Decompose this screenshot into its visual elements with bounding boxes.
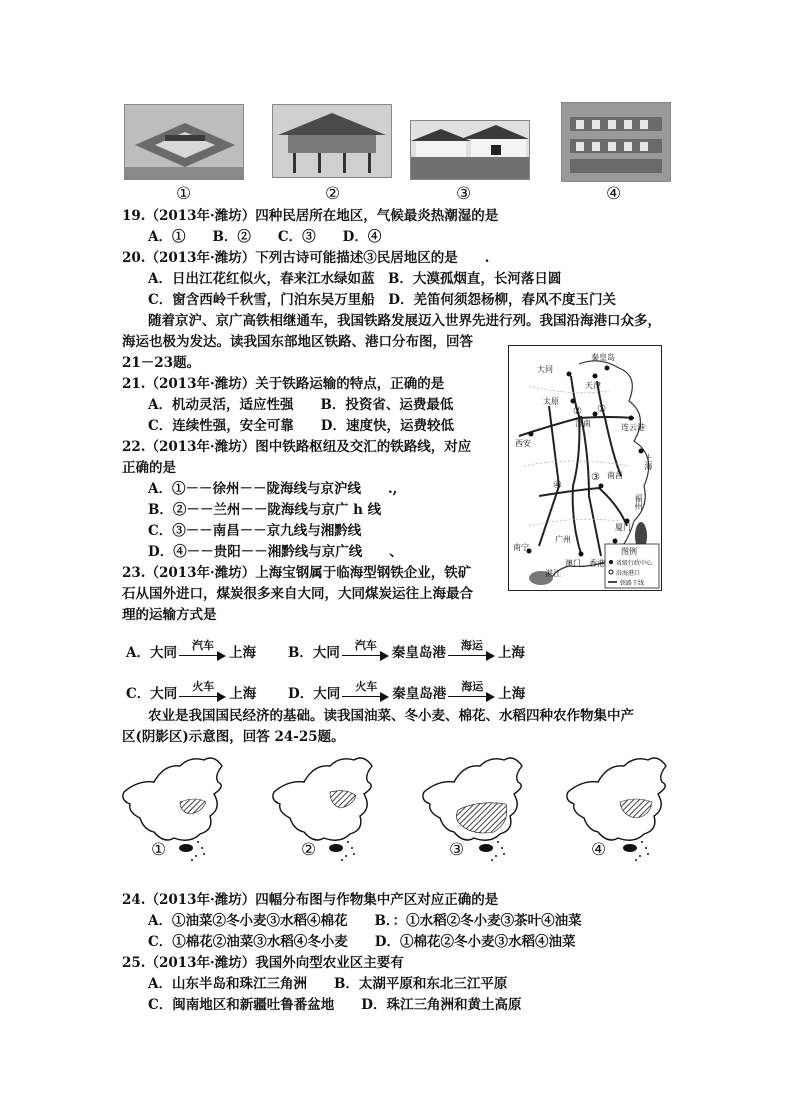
map-city-zhanjiang: 湛江: [545, 569, 561, 578]
map-city-tianjin: 天津: [585, 381, 601, 390]
map-city-fuzhou: 福州: [634, 494, 643, 510]
q24-options-ab: A．①油菜②冬小麦③水稻④棉花 B．：①水稻②冬小麦③茶叶④油菜: [148, 913, 582, 929]
q23-c-mode: 火车: [192, 679, 215, 693]
q25-options-ab: A．山东半岛和珠江三角洲 B．太湖平原和东北三江平原: [148, 976, 508, 992]
map-city-hongkong: 香港: [589, 559, 605, 568]
q23-d-mid: 秦皇岛港: [392, 686, 447, 702]
q25-stem: 25.（2013年·潍坊）我国外向型农业区主要有: [122, 955, 404, 971]
crop-map-1: [118, 752, 230, 864]
q22-option-b: B．②－－兰州－－陇海线与京广 h 线: [148, 502, 382, 518]
crop-map-3: [418, 752, 530, 864]
q23-c-from: 大同: [150, 686, 178, 702]
arrow-icon: [448, 638, 496, 661]
q23-b-to: 上海: [497, 645, 525, 661]
railway-port-map: [508, 345, 662, 591]
q19-options: A．① B．② C．③ D．④: [148, 229, 382, 245]
q22-option-d: D．④－－贵阳－－湘黔线与京广线 、: [148, 544, 403, 560]
arrow-icon: [179, 679, 227, 702]
intro-crops-line1: 农业是我国国民经济的基础。读我国油菜、冬小麦、棉花、水稻四种农作物集中产: [148, 708, 634, 724]
q22-option-c: C．③－－南昌－－京九线与湘黔线: [148, 523, 362, 539]
map-city-shanghai: 上海: [644, 454, 653, 470]
q25-options-cd: C．闽南地区和新疆吐鲁番盆地 D．珠江三角洲和黄土高原: [148, 997, 522, 1013]
q23-d-mode1: 火车: [355, 679, 378, 693]
intro-railway-line2: 海运也极为发达。读我国东部地区铁路、港口分布图，回答: [122, 334, 473, 350]
crop-map-label-2: ②: [301, 840, 317, 860]
photo-label-2: ②: [325, 184, 341, 204]
photo-label-4: ④: [606, 184, 622, 204]
q19-stem: 19.（2013年·潍坊）四种民居所在地区，气候最炎热潮湿的是: [122, 208, 499, 224]
dwelling-photo-2: [272, 104, 392, 178]
map-marker-4: ④: [553, 480, 562, 491]
map-city-xiamen: 厦门: [615, 523, 631, 532]
arrow-icon: [179, 638, 227, 661]
map-city-datong: 大同: [537, 365, 553, 374]
map-city-nanning: 南宁: [513, 543, 529, 552]
q24-options-cd: C．①棉花②油菜③水稻④冬小麦 D．①棉花②冬小麦③水稻④油菜: [148, 934, 576, 950]
q23-b-mid: 秦皇岛港: [391, 645, 446, 661]
q21-stem: 21.（2013年·潍坊）关于铁路运输的特点，正确的是: [122, 376, 445, 392]
intro-crops-line2: 区(阴影区)示意图，回答 24-25题。: [122, 729, 345, 745]
map-marker-2: ②: [573, 406, 582, 417]
cave-dwelling-photo-icon: [562, 103, 670, 181]
intro-railway-line1: 随着京沪、京广高铁相继通车，我国铁路发展迈入世界先进行列。我国沿海港口众多，: [148, 313, 661, 329]
q22-stem-1: 22.（2013年·潍坊）图中铁路枢纽及交汇的铁路线，对应: [122, 439, 472, 455]
dwelling-photo-4: [561, 102, 671, 182]
crop-map-2: [268, 752, 380, 864]
q22-option-a: A．①－－徐州－－陇海线与京沪线 .,: [148, 481, 398, 497]
q23-d-to: 上海: [498, 686, 526, 702]
map-marker-1: ①: [597, 404, 606, 415]
crop-map-label-3: ③: [449, 840, 465, 860]
q23-c-letter: C．: [126, 686, 151, 702]
q23-b-letter: B．: [288, 645, 313, 661]
q23-b-mode1: 汽车: [354, 638, 377, 652]
crop-map-label-4: ④: [591, 840, 607, 860]
stilt-house-photo-icon: [273, 105, 391, 177]
photo-label-1: ①: [176, 184, 192, 204]
q23-d-from: 大同: [313, 686, 341, 702]
intro-railway-line3: 21－23题。: [122, 355, 201, 371]
q23-b-mode2: 海运: [460, 638, 483, 652]
water-town-house-photo-icon: [411, 121, 529, 179]
q21-options-cd: C．连续性强，安全可靠 D．速度快，运费较低: [148, 418, 454, 434]
map-city-guangzhou: 广州: [555, 535, 571, 544]
courtyard-house-photo-icon: [125, 105, 243, 179]
map-city-jinan: 济南: [575, 419, 591, 428]
q23-stem-3: 理的运输方式是: [122, 607, 217, 623]
crop-map-label-1: ①: [151, 840, 167, 860]
map-city-nanchang: 南昌: [607, 471, 623, 480]
q23-a-from: 大同: [149, 645, 177, 661]
map-city-macau: 澳门: [565, 559, 581, 568]
q20-options-cd: C．窗含西岭千秋雪，门泊东吴万里船 D．羌笛何须怨杨柳，春风不度玉门关: [148, 292, 616, 308]
q23-option-b: [288, 638, 525, 662]
map-legend-port: 沿海港口: [616, 570, 641, 577]
dwelling-photo-3: [410, 120, 530, 180]
q23-stem-1: 23.（2013年·潍坊）上海宝钢属于临海型钢铁企业，铁矿: [122, 565, 472, 581]
q24-stem: 24.（2013年·潍坊）四幅分布图与作物集中产区对应正确的是: [122, 892, 499, 908]
q23-c-to: 上海: [229, 686, 257, 702]
map-legend-capital: 省级行政中心: [616, 560, 653, 567]
q23-d-mode2: 海运: [461, 679, 484, 693]
q23-option-a: [126, 638, 256, 662]
arrow-icon: [342, 679, 390, 702]
arrow-icon: [342, 638, 390, 661]
q23-d-letter: D．: [288, 686, 314, 702]
crop-map-4: [562, 752, 674, 864]
q23-option-d: [288, 679, 526, 703]
q20-options-ab: A．日出江花红似火，春来江水绿如蓝 B．大漠孤烟直，长河落日圆: [148, 271, 562, 287]
arrow-icon: [448, 679, 496, 702]
q21-options-ab: A．机动灵活，适应性强 B．投资省、运费最低: [148, 397, 454, 413]
q22-stem-2: 正确的是: [122, 460, 176, 476]
map-city-qinhuangdao: 秦皇岛: [591, 353, 615, 362]
q23-option-c: [126, 679, 257, 703]
q23-stem-2: 石从国外进口，煤炭很多来自大同，大同煤炭运往上海最合: [122, 586, 473, 602]
map-city-xian: 西安: [515, 439, 531, 448]
q23-a-to: 上海: [228, 645, 256, 661]
q23-a-mode: 汽车: [191, 638, 214, 652]
map-marker-3: ③: [591, 472, 600, 483]
map-legend-title: 图例: [621, 547, 637, 556]
q23-a-letter: A．: [126, 645, 150, 661]
map-city-taiyuan: 太原: [543, 397, 559, 406]
map-city-lianyungang: 连云港: [621, 423, 645, 432]
photo-label-3: ③: [456, 184, 472, 204]
q23-b-from: 大同: [312, 645, 340, 661]
map-legend-railway: 铁路干线: [620, 580, 645, 587]
dwelling-photo-1: [124, 104, 244, 180]
q20-stem: 20.（2013年·潍坊）下列古诗可能描述③民居地区的是 .: [122, 250, 490, 266]
